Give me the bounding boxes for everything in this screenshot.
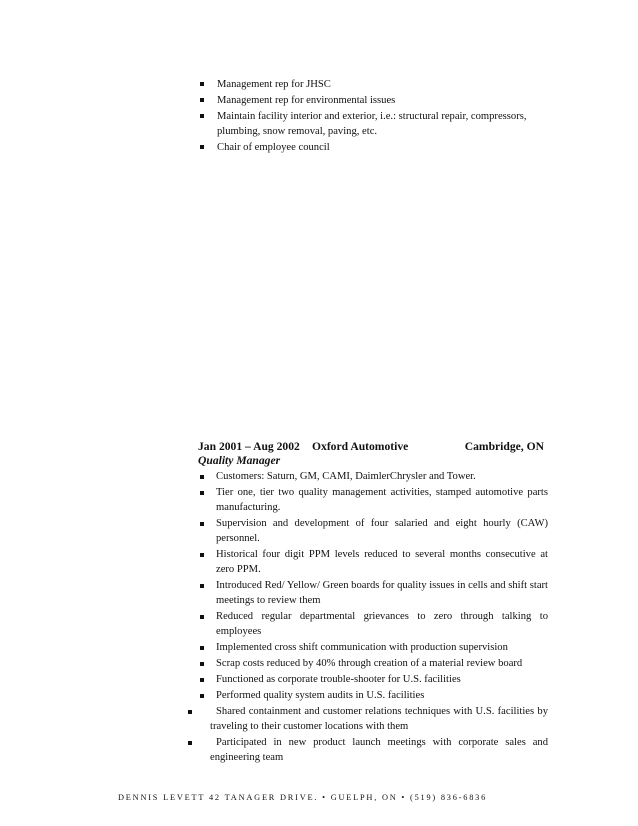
list-item: Maintain facility interior and exterior, i.e.: structural repair, compressors, plumbing, snow removal, paving, etc. [198,109,548,139]
list-item: Historical four digit PPM levels reduced to several months consecutive at zero PPM. [198,547,548,577]
list-item: Tier one, tier two quality management activities, stamped automotive parts manufacturing. [198,485,548,515]
list-item: Supervision and development of four salaried and eight hourly (CAW) personnel. [198,516,548,546]
list-item: Performed quality system audits in U.S. facilities [198,688,548,703]
list-item: Chair of employee council [198,140,548,155]
page-footer: DENNIS LEVETT 42 TANAGER DRIVE. • GUELPH, ON • (519) 836-6836 [118,793,488,802]
job-company: Oxford Automotive [312,440,409,453]
earlier-duties-list [198,77,548,156]
list-item: Participated in new product launch meetings with corporate sales and engineering team [198,735,548,765]
list-item: Reduced regular departmental grievances to zero through talking to employees [198,609,548,639]
list-item: Management rep for environmental issues [198,93,548,108]
list-item: Customers: Saturn, GM, CAMI, DaimlerChrysler and Tower. [198,469,548,484]
list-item: Functioned as corporate trouble-shooter for U.S. facilities [198,672,548,687]
list-item: Management rep for JHSC [198,77,548,92]
list-item: Shared containment and customer relations techniques with U.S. facilities by traveling to their customer locations with them [198,704,548,734]
job-location: Cambridge, ON [464,440,544,453]
list-item: Scrap costs reduced by 40% through creation of a material review board [198,656,548,671]
list-item: Introduced Red/ Yellow/ Green boards for quality issues in cells and shift start meetings to review them [198,578,548,608]
job-duties-list [198,469,548,766]
job-title: Quality Manager [198,454,281,467]
list-item: Implemented cross shift communication with production supervision [198,640,548,655]
job-dates: Jan 2001 – Aug 2002 [198,440,300,453]
